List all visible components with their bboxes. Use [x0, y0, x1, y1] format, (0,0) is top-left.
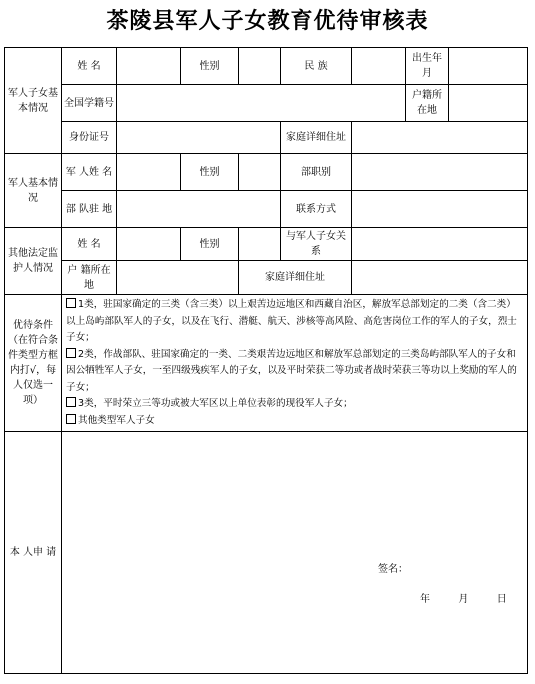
condition-item-4: 其他类型军人子女 — [66, 413, 523, 430]
soldier-gender-label: 性别 — [181, 154, 239, 191]
checkbox-class-2[interactable] — [66, 348, 76, 358]
child-address-field[interactable] — [352, 122, 528, 154]
soldier-name-field[interactable] — [117, 154, 181, 191]
conditions-heading: 优待条件（在符合条件类型方框内打√，每人仅选一项） — [5, 295, 62, 432]
soldier-rank-field[interactable] — [352, 154, 528, 191]
soldier-name-label: 军 人姓 名 — [62, 154, 117, 191]
condition-item-3: 3类，平时荣立三等功或被大军区以上单位表彰的现役军人子女； — [66, 396, 523, 413]
guardian-section-heading: 其他法定监护人情况 — [5, 228, 62, 295]
guardian-gender-label: 性别 — [181, 228, 239, 261]
id-number-field[interactable] — [117, 122, 281, 154]
child-address-label: 家庭详细住址 — [281, 122, 352, 154]
date-line — [420, 592, 507, 607]
child-hukou-field[interactable] — [449, 85, 528, 122]
id-number-label: 身份证号 — [62, 122, 117, 154]
checkbox-class-3[interactable] — [66, 397, 76, 407]
child-birth-label: 出生年月 — [406, 48, 449, 85]
form-title: 茶陵县军人子女教育优待审核表 — [106, 8, 429, 34]
guardian-name-label: 姓 名 — [62, 228, 117, 261]
checkbox-class-1[interactable] — [66, 298, 76, 308]
child-name-field[interactable] — [117, 48, 181, 85]
child-gender-field[interactable] — [239, 48, 281, 85]
signature-label: 签名： — [378, 564, 408, 575]
child-name-label: 姓 名 — [62, 48, 117, 85]
guardian-hukou-label: 户 籍所在地 — [62, 261, 117, 295]
checkbox-other[interactable] — [66, 414, 76, 424]
review-form-table — [4, 47, 528, 674]
guardian-hukou-field[interactable] — [117, 261, 239, 295]
student-id-label: 全国学籍号 — [62, 85, 117, 122]
guardian-address-field[interactable] — [352, 261, 528, 295]
child-ethnicity-field[interactable] — [352, 48, 406, 85]
child-hukou-label: 户籍所在地 — [406, 85, 449, 122]
soldier-rank-label: 部职别 — [281, 154, 352, 191]
guardian-address-label: 家庭详细住址 — [239, 261, 352, 295]
soldier-gender-field[interactable] — [239, 154, 281, 191]
month-label: 月 — [458, 594, 469, 605]
application-heading: 本 人申 请 — [5, 432, 62, 674]
application-area[interactable] — [62, 432, 528, 674]
relation-field[interactable] — [352, 228, 528, 261]
child-section-heading: 军人子女基本情况 — [5, 48, 62, 154]
guardian-name-field[interactable] — [117, 228, 181, 261]
contact-label: 联系方式 — [281, 191, 352, 228]
condition-item-1: 1类，驻国家确定的三类（含三类）以上艰苦边远地区和西藏自治区，解放军总部划定的二类（含二类）以上岛屿部队军人的子女，以及在飞行、潜艇、航天、涉核等高风险、高危害岗位工作的军人的子女，烈士子女； — [66, 299, 517, 343]
unit-location-field[interactable] — [117, 191, 281, 228]
guardian-gender-field[interactable] — [239, 228, 281, 261]
unit-location-label: 部 队驻 地 — [62, 191, 117, 228]
child-birth-field[interactable] — [449, 48, 528, 85]
soldier-section-heading: 军人基本情况 — [5, 154, 62, 228]
day-label: 日 — [496, 594, 507, 605]
student-id-field[interactable] — [117, 85, 406, 122]
year-label: 年 — [420, 594, 430, 605]
relation-label: 与军人子女关系 — [281, 228, 352, 261]
child-ethnicity-label: 民 族 — [281, 48, 352, 85]
condition-item-2: 2类，作战部队、驻国家确定的一类、二类艰苦边远地区和解放军总部划定的三类岛屿部队军人的子女和因公牺牲军人子女，一至四级残疾军人的子女，以及平时荣获二等功或者战时荣获三等功以上奖励的军人的子女； — [66, 348, 517, 393]
conditions-list — [62, 295, 528, 432]
child-gender-label: 性别 — [181, 48, 239, 85]
contact-field[interactable] — [352, 191, 528, 228]
